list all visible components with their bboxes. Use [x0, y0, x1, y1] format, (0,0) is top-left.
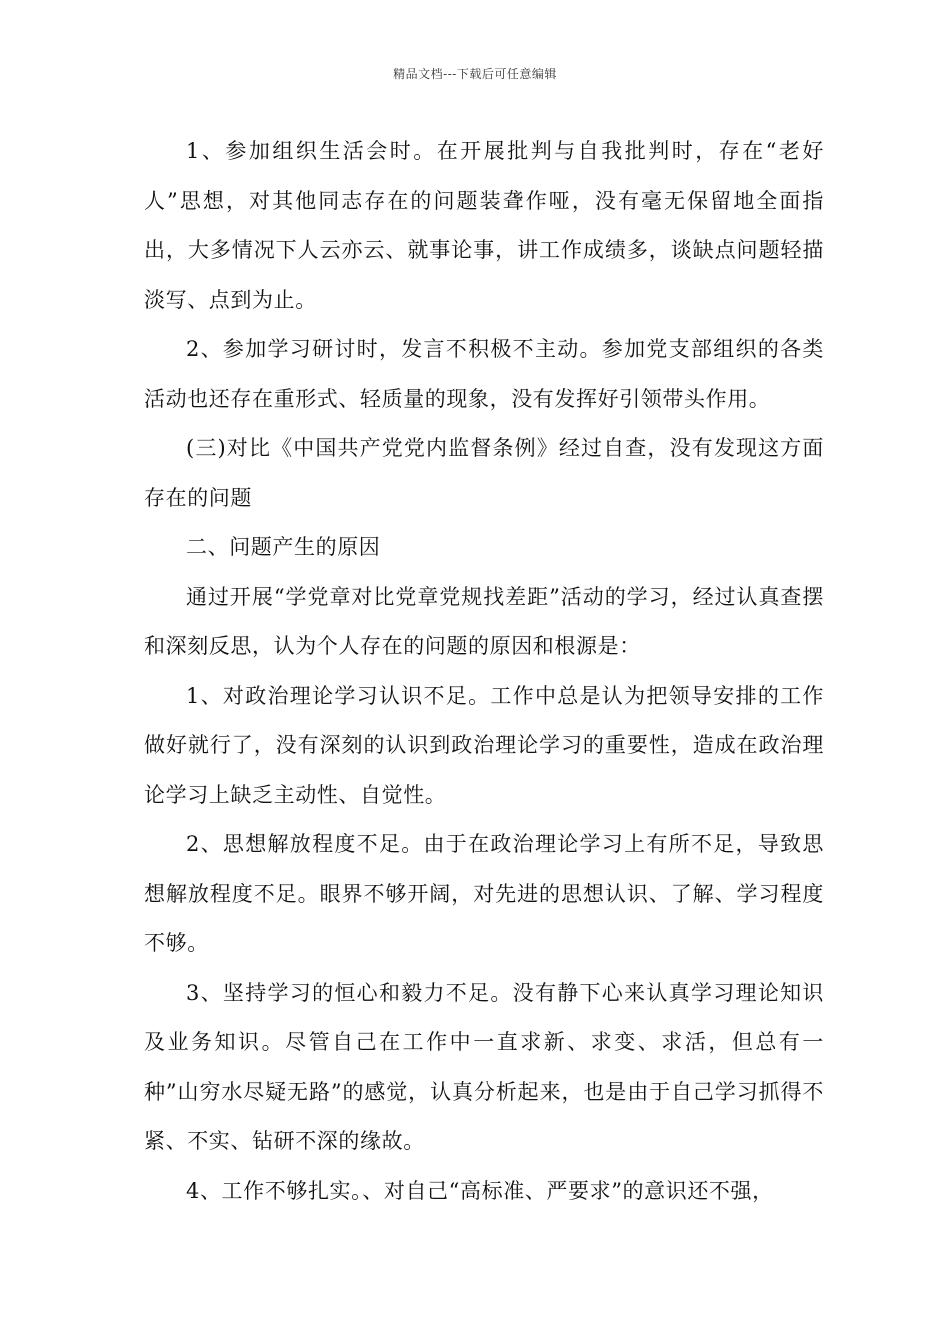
paragraph-1: 1、参加组织生活会时。在开展批判与自我批判时，存在“老好人”思想，对其他同志存在的问题装聋作哑，没有毫无保留地全面指出，大多情况下人云亦云、就事论事，讲工作成绩多，谈缺点问题轻描淡写、点到为止。 — [144, 139, 824, 312]
paragraph-8: 4、工作不够扎实。、对自己“高标准、严要求”的意识还不强， — [186, 1178, 774, 1203]
paragraph-7: 3、坚持学习的恒心和毅力不足。没有静下心来认真学习理论知识及业务知识。尽管自己在工作中一直求新、求变、求活，但总有一种”山穷水尽疑无路”的感觉，认真分析起来，也是由于自己学习抓得不紧、不实、钻研不深的缘故。 — [144, 980, 824, 1153]
paragraph-5: 1、对政治理论学习认识不足。工作中总是认为把领导安排的工作做好就行了，没有深刻的认识到政治理论学习的重要性，造成在政治理论学习上缺乏主动性、自觉性。 — [144, 683, 824, 807]
section-heading: 二、问题产生的原因 — [186, 535, 381, 559]
paragraph-4: 通过开展“学党章对比党章党规找差距”活动的学习，经过认真查摆和深刻反思，认为个人存在的问题的原因和根源是： — [144, 584, 824, 658]
page-header: 精品文档---下载后可任意编辑 — [393, 67, 557, 81]
paragraph-6: 2、思想解放程度不足。由于在政治理论学习上有所不足，导致思想解放程度不足。眼界不够开阔，对先进的思想认识、了解、学习程度不够。 — [144, 832, 824, 955]
paragraph-3: (三)对比《中国共产党党内监督条例》经过自查，没有发现这方面存在的问题 — [144, 436, 824, 510]
document-body — [144, 127, 824, 1216]
paragraph-2: 2、参加学习研讨时，发言不积极不主动。参加党支部组织的各类活动也还存在重形式、轻质量的现象，没有发挥好引领带头作用。 — [144, 337, 824, 411]
